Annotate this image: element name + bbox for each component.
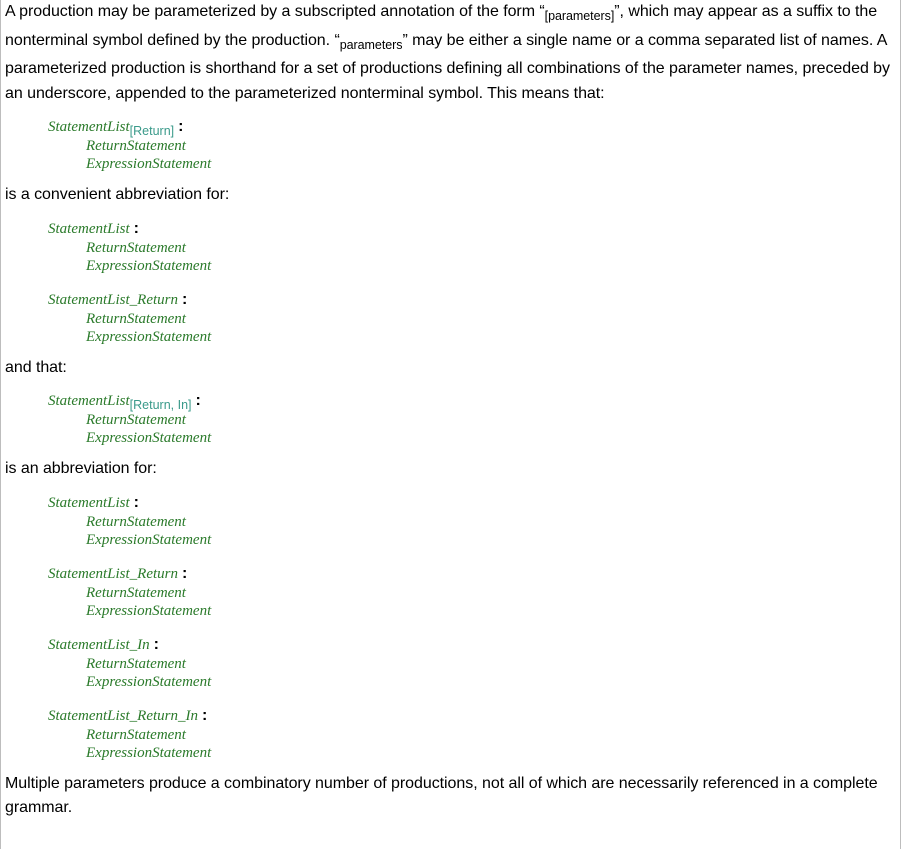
production-colon: :	[182, 290, 188, 308]
grammar-block-1	[48, 116, 895, 173]
intro-text-2: ”, which may appear as a suffix to the nonterminal symbol defined by the production. “	[5, 3, 878, 49]
and-that-text: and that:	[5, 358, 67, 376]
production-rhs: ReturnStatement	[86, 412, 186, 428]
nonterminal-name: StatementList	[48, 220, 130, 237]
production-lhs	[48, 289, 895, 310]
abbreviation-text-2: is an abbreviation for:	[5, 460, 157, 477]
nonterminal-name: StatementList_In	[48, 636, 150, 653]
production-rhs: ExpressionStatement	[86, 602, 212, 619]
production-rhs: ReturnStatement	[86, 239, 186, 256]
intro-paragraph	[5, 0, 895, 106]
production-lhs	[48, 390, 895, 411]
production-colon: :	[182, 564, 188, 582]
production	[48, 218, 895, 275]
production-lhs	[48, 492, 895, 513]
production-lhs	[48, 116, 895, 137]
spec-content	[1, 0, 900, 821]
nonterminal-name: StatementList	[48, 494, 130, 511]
grammar-block-3	[48, 390, 895, 447]
production-colon: :	[195, 392, 201, 409]
production	[48, 390, 895, 447]
production-parameters: [Return]	[129, 124, 175, 138]
production-colon: :	[133, 493, 139, 511]
production	[48, 492, 895, 549]
production	[48, 289, 895, 346]
production-rhs: ExpressionStatement	[86, 156, 212, 172]
production-rhs: ReturnStatement	[86, 655, 186, 672]
production-lhs	[48, 563, 895, 584]
production-lhs	[48, 218, 895, 239]
production-rhs: ExpressionStatement	[86, 744, 212, 761]
nonterminal-name: StatementList_Return	[48, 291, 178, 308]
production	[48, 563, 895, 620]
production-lhs	[48, 634, 895, 655]
production-rhs: ReturnStatement	[86, 138, 186, 154]
grammar-block-2	[48, 218, 895, 346]
intro-text-1: A production may be parameterized by a subscripted annotation of the form “	[5, 3, 545, 20]
production-colon: :	[133, 219, 139, 237]
production-lhs	[48, 705, 895, 726]
production-rhs: ReturnStatement	[86, 310, 186, 327]
production-rhs: ReturnStatement	[86, 584, 186, 601]
production-colon: :	[178, 118, 184, 135]
production	[48, 116, 895, 173]
nonterminal-name: StatementList_Return_In	[48, 707, 198, 724]
abbreviation-text: is a convenient abbreviation for:	[5, 186, 230, 203]
outro-paragraph: Multiple parameters produce a combinatory number of productions, not all of which are necessarily referenced in a complete grammar.	[5, 774, 878, 816]
production-rhs: ExpressionStatement	[86, 531, 212, 548]
production	[48, 634, 895, 691]
production-rhs: ExpressionStatement	[86, 430, 212, 446]
production-colon: :	[202, 706, 208, 724]
production-rhs: ReturnStatement	[86, 513, 186, 530]
production-rhs: ExpressionStatement	[86, 673, 212, 690]
production-colon: :	[153, 635, 159, 653]
nonterminal-name: StatementList_Return	[48, 565, 178, 582]
intro-text-3: ” may be either a single name or a comma separated list of names. A parameterized production is shorthand for a set of productions defining all combinations of the parameter names, preceded by an underscore, appended to the parameterized nonterminal symbol. This means that:	[5, 31, 890, 102]
intro-sub-parameters-bracketed: [parameters]	[544, 9, 615, 23]
intro-sub-parameters: parameters	[339, 37, 403, 52]
nonterminal-name: StatementList	[48, 393, 130, 409]
production	[48, 705, 895, 762]
production-rhs: ExpressionStatement	[86, 328, 212, 345]
nonterminal-name: StatementList	[48, 119, 130, 135]
production-parameters: [Return, In]	[129, 398, 192, 412]
production-rhs: ReturnStatement	[86, 726, 186, 743]
grammar-block-4	[48, 492, 895, 762]
production-rhs: ExpressionStatement	[86, 257, 212, 274]
